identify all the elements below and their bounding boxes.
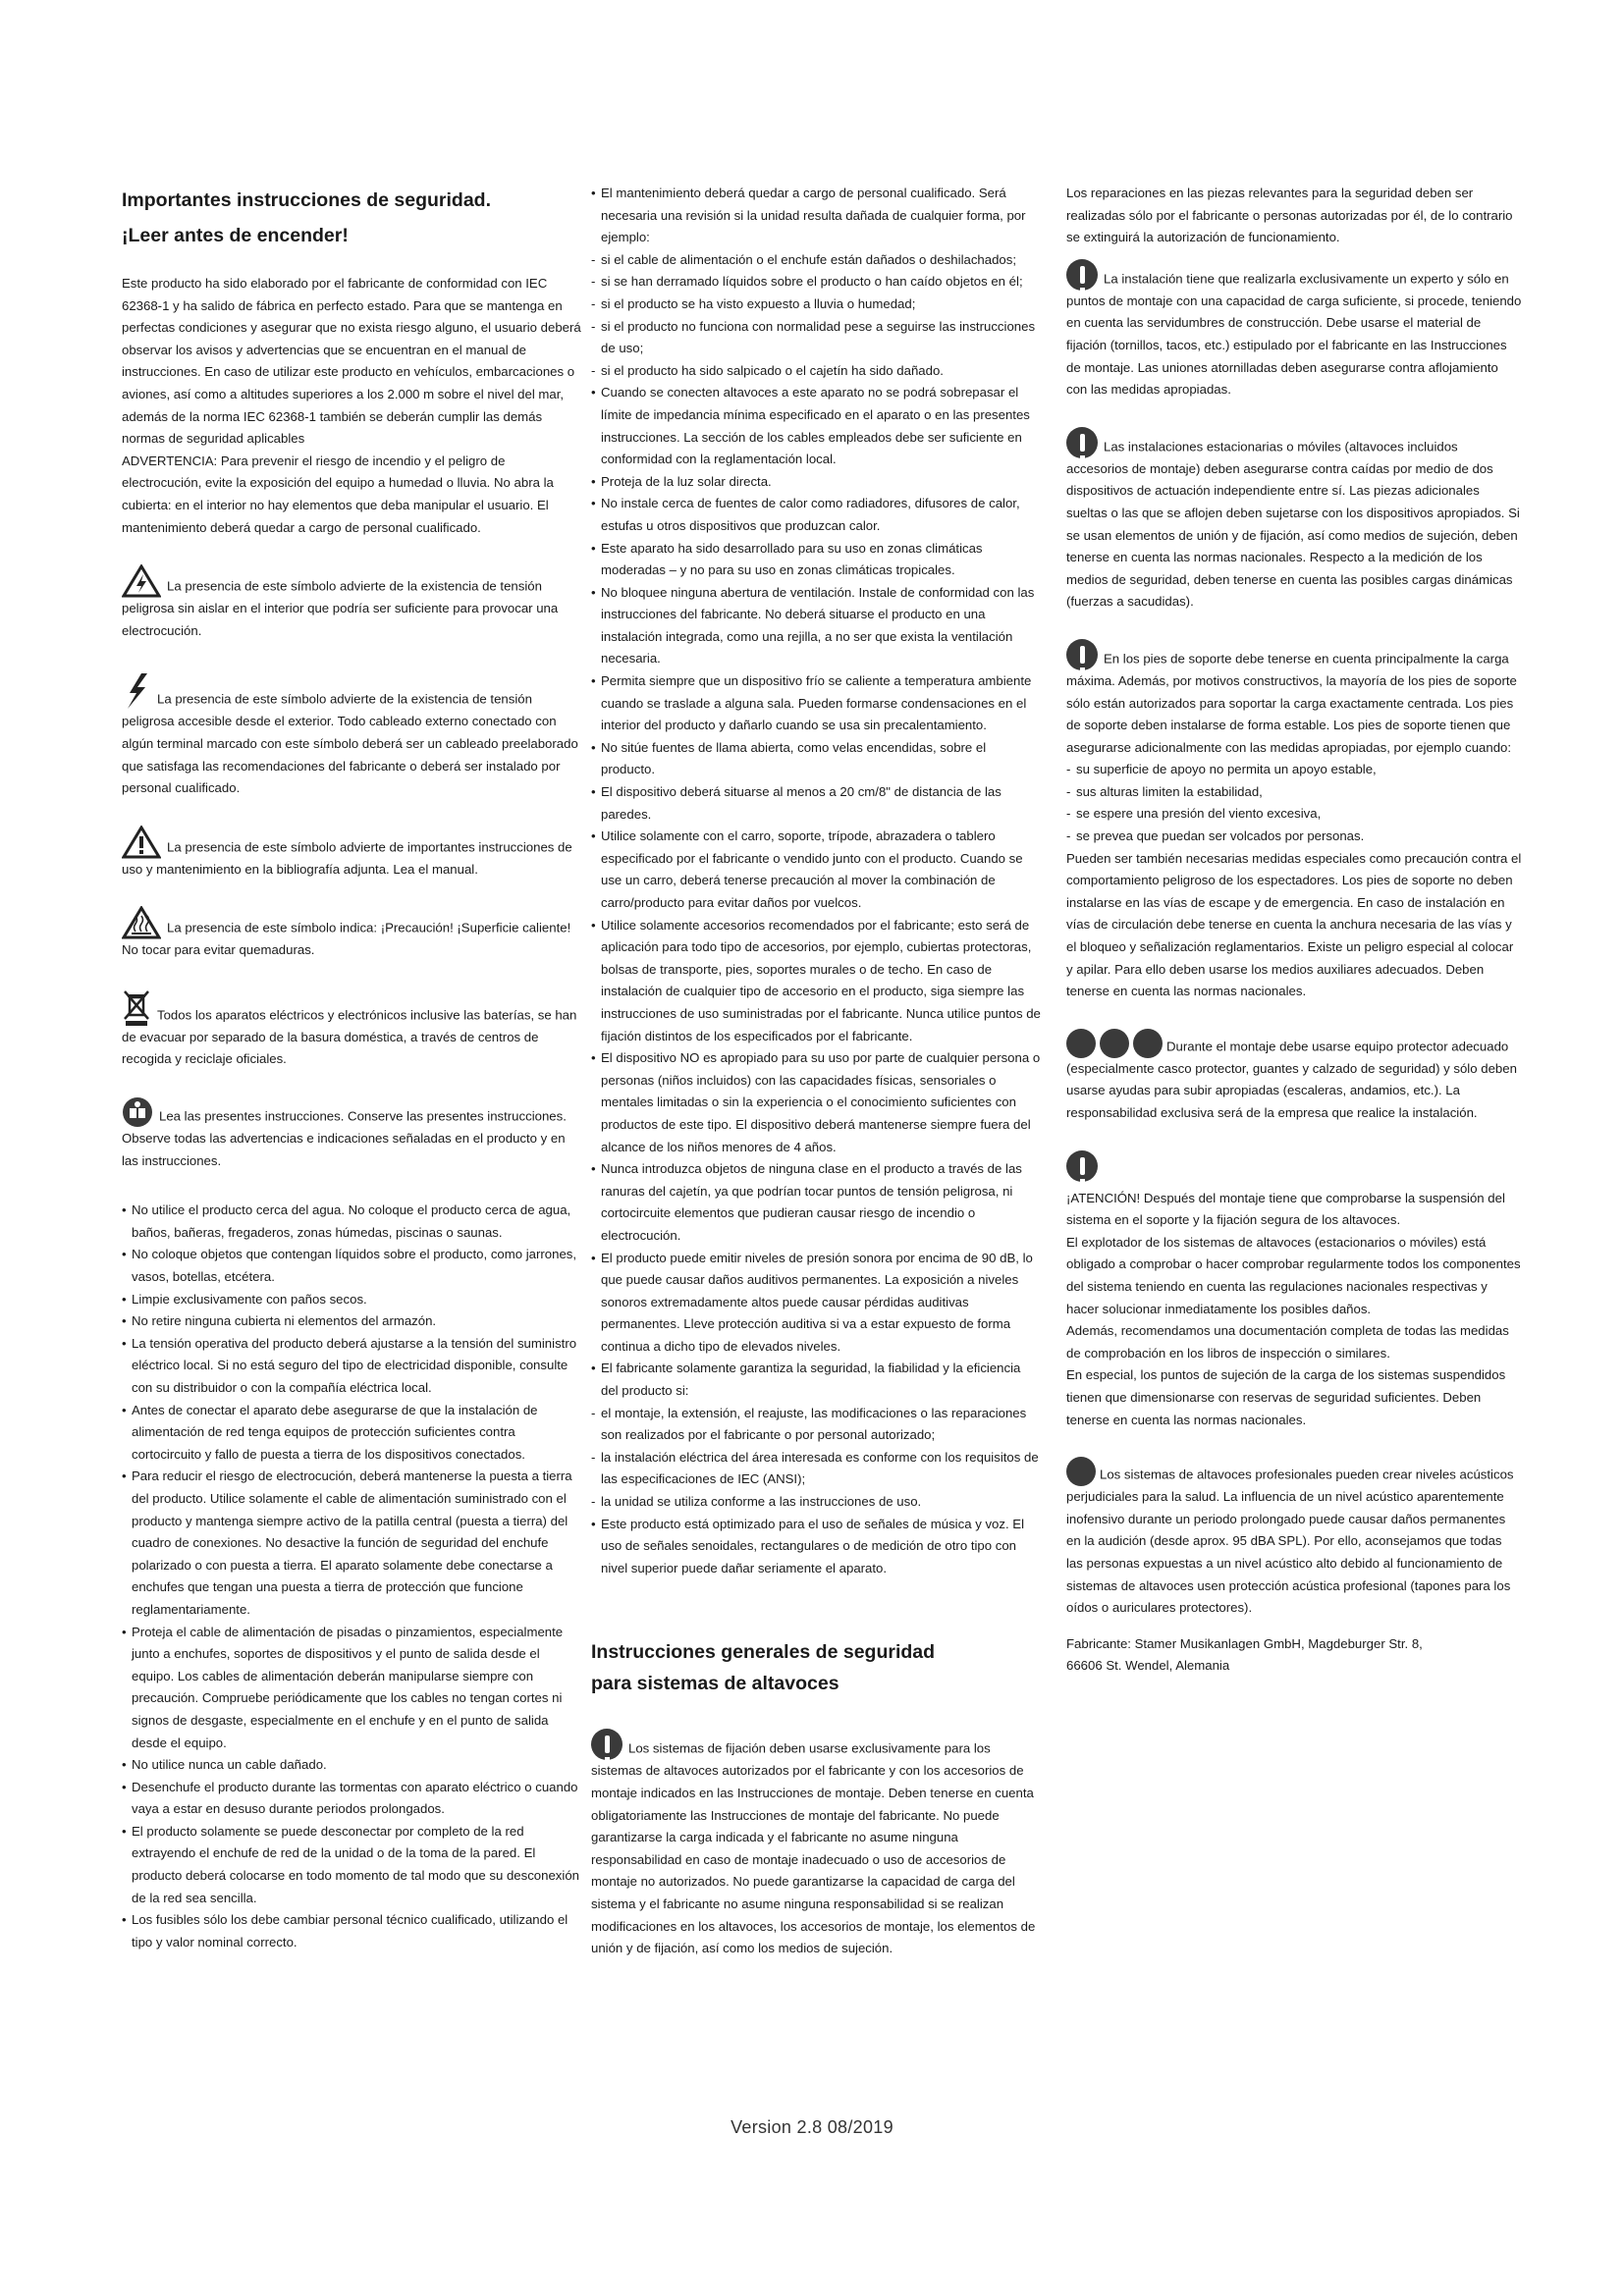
manufacturer-line-1: Fabricante: Stamer Musikanlagen GmbH, Magdeburger Str. 8, [1066, 1635, 1423, 1651]
list-item: • No bloquee ninguna abertura de ventilación. Instale de conformidad con las instrucciones del fabricante. No deberá situarse el producto en una instalación integrada, como una rejilla, a no ser que exista la ventilación necesaria. [591, 582, 1041, 670]
documentation-paragraph: Además, recomendamos una documentación completa de todas las medidas de comprobación en los libros de inspección o similares. [1066, 1323, 1509, 1361]
list-item: • No utilice el producto cerca del agua. No coloque el producto cerca de agua, baños, bañeras, fregaderos, zonas húmedas, piscinas o saunas. [122, 1200, 583, 1244]
hearing-text: Los sistemas de altavoces profesionales pueden crear niveles acústicos perjudiciales para la salud. La influencia de un nivel acústico aparentemente inofensivo durante un periodo prolongado puede causar daños permanentes en la audición (desde aprox. 95 dBA SPL). Por ello, aconsejamos que todas las personas expuestas a un nivel acústico alto debido al funcionamiento de sistemas de altavoces usen protección acústica profesional (tapones para los oídos o auriculares protectores). [1066, 1467, 1514, 1616]
warning-paragraph: ADVERTENCIA: Para prevenir el riesgo de incendio y el peligro de electrocución, evite la exposición del equipo a humedad o lluvia. No abra la cubierta: en el interior no hay elementos que deba manipular el usuario. El mantenimiento deberá quedar a cargo de personal cualificado. [122, 453, 554, 535]
sub-list-item: - si el producto se ha visto expuesto a lluvia o humedad; [591, 294, 1041, 316]
list-item: • Desenchufe el producto durante las tormentas con aparato eléctrico o cuando vaya a estar en desuso durante periodos prolongados. [122, 1777, 583, 1821]
page-title [122, 183, 583, 253]
manufacturer-line-2: 66606 St. Wendel, Alemania [1066, 1658, 1230, 1674]
hearing-block [1066, 1457, 1522, 1620]
warning-circle-icon [1066, 1150, 1098, 1182]
warning-circle-icon [591, 1729, 623, 1760]
list-item: • El mantenimiento deberá quedar a cargo de personal cualificado. Será necesaria una revisión si la unidad resulta dañada de cualquier forma, por ejemplo: [591, 183, 1041, 249]
attention-symbol-block [122, 826, 583, 881]
attention-paragraph: ¡ATENCIÓN! Después del montaje tiene que comprobarse la suspensión del sistema en el soporte y la fijación segura de los altavoces. [1066, 1190, 1505, 1228]
repairs-paragraph: Los reparaciones en las piezas relevantes para la seguridad deben ser realizadas sólo por el fabricante o personas autorizadas por él, de lo contrario se extinguirá la autorización de funcionamiento. [1066, 186, 1513, 245]
gloves-icon [1133, 1029, 1163, 1058]
maintenance-list [591, 183, 1041, 1579]
list-item: • Proteja de la luz solar directa. [591, 471, 1041, 494]
list-item: • Este aparato ha sido desarrollado para su uso en zonas climáticas moderadas – y no para su uso en zonas climáticas tropicales. [591, 538, 1041, 582]
stands-text: En los pies de soporte debe tenerse en cuenta principalmente la carga máxima. Además, por motivos constructivos, la mayoría de los pies de soporte sólo están autorizados para soportar la carga exactamente centrada. Los pies de soporte deben instalarse de forma estable. Los pies de soporte tienen que asegurarse adicionalmente con las medidas apropiadas, por ejemplo cuando: [1066, 651, 1517, 755]
sub-list-item: - se prevea que puedan ser volcados por personas. [1066, 826, 1522, 848]
list-item: • No utilice nunca un cable dañado. [122, 1754, 583, 1777]
column-left [122, 183, 583, 1953]
ppe-block [1066, 1029, 1522, 1125]
operator-paragraph: El explotador de los sistemas de altavoces (estacionarios o móviles) está obligado a comprobar o hacer comprobar regularmente todos los componentes del sistema teniendo en cuenta las regulaciones nacionales respectivas y hacer solucionar inmediatamente los posibles daños. [1066, 1234, 1521, 1316]
lightning-bolt-icon [122, 671, 151, 711]
sub-list-item: - si el producto ha sido salpicado o el cajetín ha sido dañado. [591, 360, 1041, 383]
attention-symbol-text: La presencia de este símbolo advierte de importantes instrucciones de uso y mantenimiento en la bibliografía adjunta. Lea el manual. [122, 839, 572, 877]
sub-list-item: - la unidad se utiliza conforme a las instrucciones de uso. [591, 1491, 1041, 1514]
manufacturer-address [1066, 1633, 1522, 1678]
fixing-systems-text: Los sistemas de fijación deben usarse exclusivamente para los sistemas de altavoces autorizados por el fabricante y con los accesorios de montaje indicados en las Instrucciones de montaje. Deben tenerse en cuenta obligatoriamente las Instrucciones de montaje del fabricante. No puede garantizarse la carga indicada y el fabricante no asume ninguna responsabilidad en caso de montaje inadecuado o uso de accesorios de montaje no autorizados. No puede garantizarse la capacidad de carga del sistema y el fabricante no asume ninguna responsabilidad si se realizan modificaciones en los altavoces, los accesorios de montaje, los elementos de unión y de fijación, así como los medios de sujeción. [591, 1740, 1036, 1956]
title-line-1: Importantes instrucciones de seguridad. [122, 189, 492, 211]
hot-surface-icon [122, 906, 161, 939]
voltage-symbol-text: La presencia de este símbolo advierte de la existencia de tensión peligrosa sin aislar en el interior que podría ser suficiente para provocar una electrocución. [122, 578, 559, 638]
list-item: • Nunca introduzca objetos de ninguna clase en el producto a través de las ranuras del cajetín, ya que podrían tocar puntos de tensión peligrosa, ni cortocircuite elementos que pudieran causar riesgo de incendio o electrocución. [591, 1158, 1041, 1247]
sub-list-item: - si el producto no funciona con normalidad pese a seguirse las instrucciones de uso; [591, 316, 1041, 360]
list-item: • No retire ninguna cubierta ni elementos del armazón. [122, 1310, 583, 1333]
warning-circle-icon [1066, 639, 1098, 670]
list-item: • El dispositivo NO es apropiado para su uso por parte de cualquier persona o personas (niños incluidos) con las capacidades físicas, sensoriales o mentales limitadas o sin la experiencia o el conocimiento suficientes con productos de este tipo. El dispositivo deberá mantenerse siempre fuera del alcance de los niños menores de 4 años. [591, 1047, 1041, 1158]
safety-boots-icon [1100, 1029, 1129, 1058]
read-manual-icon [122, 1096, 153, 1128]
crossed-bin-icon [122, 988, 151, 1027]
stationary-block [1066, 427, 1522, 614]
section-heading [591, 1636, 1041, 1699]
sub-list-item: - si el cable de alimentación o el enchufe están dañados o deshilachados; [591, 249, 1041, 272]
exclamation-triangle-icon [122, 826, 161, 859]
list-item: • No coloque objetos que contengan líquidos sobre el producto, como jarrones, vasos, botellas, etcétera. [122, 1244, 583, 1288]
fixing-systems-block [591, 1729, 1041, 1959]
voltage-symbol-block [122, 564, 583, 642]
list-item: • Para reducir el riesgo de electrocución, deberá mantenerse la puesta a tierra del producto. Utilice solamente el cable de alimentación suministrado con el producto y mantenga siempre activo de la patilla central (puesta a tierra) del cuadro de conexiones. No desactive la función de seguridad del enchufe polarizado o con puesta a tierra. El aparato solamente debe conectarse a enchufes que tengan una puesta a tierra de protección que funcione reglamentariamente. [122, 1466, 583, 1621]
sub-list-item: - el montaje, la extensión, el reajuste, las modificaciones o las reparaciones son realizados por el fabricante o por personal autorizado; [591, 1403, 1041, 1447]
attention-icon-row [1066, 1150, 1522, 1182]
hot-surface-symbol-block [122, 906, 583, 962]
list-item: • El producto puede emitir niveles de presión sonora por encima de 90 dB, lo que puede causar daños auditivos permanentes. La exposición a niveles sonoros extremadamente altos puede causar pérdidas auditivas permanentes. Lleve protección auditiva si va a estar expuesto de forma continua a dicho tipo de elevados niveles. [591, 1248, 1041, 1359]
weee-symbol-text: Todos los aparatos eléctricos y electrónicos inclusive las baterías, se han de evacuar por separado de la basura doméstica, a través de centros de recogida y reciclaje oficiales. [122, 1007, 577, 1067]
intro-paragraph: Este producto ha sido elaborado por el fabricante de conformidad con IEC 62368-1 y ha salido de fábrica en perfecto estado. Para que se mantenga en perfectas condiciones y asegurar que no exista riesgo alguno, el usuario deberá observar los avisos y advertencias que se encuentran en el manual de instrucciones. En caso de utilizar este producto en vehículos, embarcaciones o aviones, así como a altitudes superiores a los 2.000 m sobre el nivel del mar, además de la norma IEC 62368-1 también se deberán cumplir las demás normas de seguridad aplicables [122, 276, 581, 447]
hot-surface-symbol-text: La presencia de este símbolo indica: ¡Precaución! ¡Superficie caliente! No tocar para evitar quemaduras. [122, 920, 571, 958]
helmet-icon [1066, 1029, 1096, 1058]
sub-list-item: - su superficie de apoyo no permita un apoyo estable, [1066, 759, 1522, 781]
bolt-symbol-text: La presencia de este símbolo advierte de la existencia de tensión peligrosa accesible desde el exterior. Todo cableado externo conectado con algún terminal marcado con este símbolo deberá ser un cableado preelaborado que satisfaga las recomendaciones del fabricante o deberá ser instalado por personal cualificado. [122, 691, 578, 796]
stationary-text: Las instalaciones estacionarias o móviles (altavoces incluidos accesorios de montaje) deben asegurarse contra caídas por medio de dos dispositivos de actuación independiente entre sí. Las piezas adicionales sueltas o las que se aflojen deben sujetarse con los dispositivos apropiados. Si se usan elementos de unión y de fijación, así como medios de sujeción, deben tenerse en cuenta las normas nacionales. Respecto a la medición de los medios de seguridad, deben tenerse en cuenta las posibles cargas dinámicas (fuerzas a sacudidas). [1066, 439, 1520, 610]
stands-block [1066, 639, 1522, 759]
list-item: • Limpie exclusivamente con paños secos. [122, 1289, 583, 1311]
list-item: • No instale cerca de fuentes de calor como radiadores, difusores de calor, estufas u otros dispositivos que produzcan calor. [591, 493, 1041, 537]
column-right [1066, 183, 1522, 1678]
bolt-symbol-block [122, 671, 583, 799]
version-footer: Version 2.8 08/2019 [731, 2117, 893, 2137]
general-bullet-list [122, 1200, 583, 1953]
list-item: • Proteja el cable de alimentación de pisadas o pinzamientos, especialmente junto a enchufes, soportes de dispositivos y el punto de salida desde el equipo. Los cables de alimentación deberán manipularse siempre con precaución. Compruebe periódicamente que los cables no tengan cortes ni signos de desgaste, especialmente en el enchufe y en el punto de salida desde el equipo. [122, 1622, 583, 1755]
sub-list-item: - sus alturas limiten la estabilidad, [1066, 781, 1522, 804]
warning-circle-icon [1066, 427, 1098, 458]
list-item: • Antes de conectar el aparato debe asegurarse de que la instalación de alimentación de red tenga equipos de protección suficientes contra cortocircuito y fallo de puesta a tierra de los dispositivos conectados. [122, 1400, 583, 1467]
installation-block [1066, 259, 1522, 401]
list-item: • No sitúe fuentes de llama abierta, como velas encendidas, sobre el producto. [591, 737, 1041, 781]
list-item: • El producto solamente se puede desconectar por completo de la red extrayendo el enchufe de red de la unidad o de la toma de la pared. El producto deberá colocarse en todo momento de tal modo que su desconexión de la red sea sencilla. [122, 1821, 583, 1909]
list-item: • Permita siempre que un dispositivo frío se caliente a temperatura ambiente cuando se traslade a alguna sala. Pueden formarse condensaciones en el interior del producto y dañarlo cuando se usa sin precalentamiento. [591, 670, 1041, 737]
list-item: • Cuando se conecten altavoces a este aparato no se podrá sobrepasar el límite de impedancia mínima especificado en el aparato o en las presentes instrucciones. La sección de los cables empleados debe ser suficiente en conformidad con la reglamentación local. [591, 382, 1041, 470]
list-item: • Este producto está optimizado para el uso de señales de música y voz. El uso de señales senoidales, rectangulares o de medición de otro tipo con nivel superior puede dañar seriamente el aparato. [591, 1514, 1041, 1580]
read-manual-symbol-block [122, 1096, 583, 1172]
weee-symbol-block [122, 988, 583, 1071]
installation-text: La instalación tiene que realizarla exclusivamente un experto y sólo en puntos de montaje con una capacidad de carga suficiente, si procede, teniendo en cuenta las servidumbres de construcción. Debe usarse el material de fijación (tornillos, tacos, etc.) estipulado por el fabricante en las Instrucciones de montaje. Las uniones atornilladas deben asegurarse contra aflojamiento con las medidas apropiadas. [1066, 271, 1522, 398]
warning-circle-icon [1066, 259, 1098, 291]
list-item: • Los fusibles sólo los debe cambiar personal técnico cualificado, utilizando el tipo y valor nominal correcto. [122, 1909, 583, 1953]
ear-protection-icon [1066, 1457, 1096, 1486]
read-manual-symbol-text: Lea las presentes instrucciones. Conserve las presentes instrucciones. Observe todas las advertencias e indicaciones señaladas en el producto y en las instrucciones. [122, 1108, 567, 1168]
list-item: • El dispositivo deberá situarse al menos a 20 cm/8" de distancia de las paredes. [591, 781, 1041, 826]
sub-list-item: - si se han derramado líquidos sobre el producto o han caído objetos en él; [591, 271, 1041, 294]
column-middle [591, 183, 1041, 1960]
sub-list-item: - se espere una presión del viento excesiva, [1066, 803, 1522, 826]
suspension-paragraph: En especial, los puntos de sujeción de la carga de los sistemas suspendidos tienen que dimensionarse con reservas de seguridad suficientes. Deben tenerse en cuenta las normas nacionales. [1066, 1367, 1506, 1427]
list-item: • Utilice solamente con el carro, soporte, trípode, abrazadera o tablero especificado por el fabricante o vendido junto con el producto. Cuando se use un carro, deberá tenerse precaución al mover la combinación de carro/producto para evitar daños por vuelcos. [591, 826, 1041, 914]
section-heading-line-2: para sistemas de altavoces [591, 1673, 839, 1695]
title-line-2: ¡Leer antes de encender! [122, 225, 349, 246]
stands-list [1066, 759, 1522, 847]
high-voltage-triangle-icon [122, 564, 161, 598]
sub-list-item: - la instalación eléctrica del área interesada es conforme con los requisitos de las especificaciones de IEC (ANSI); [591, 1447, 1041, 1491]
stands-extra-paragraph: Pueden ser también necesarias medidas especiales como precaución contra el comportamiento peligroso de los espectadores. Los pies de soporte no deben instalarse en las vías de escape y de emergencia. En caso de instalación en vías de circulación debe tenerse en cuenta la anchura necesaria de las vías y el bloqueo y señalización reglamentarios. Existe un peligro especial al colocar y apilar. Para ello deben usarse los medios auxiliares adecuados. Deben tenerse en cuenta las normas nacionales. [1066, 850, 1522, 999]
list-item: • La tensión operativa del producto deberá ajustarse a la tensión del suministro eléctrico local. Si no está seguro del tipo de electricidad disponible, consulte con su distribuidor o con la compañía eléctrica local. [122, 1333, 583, 1400]
section-heading-line-1: Instrucciones generales de seguridad [591, 1641, 936, 1664]
list-item: • El fabricante solamente garantiza la seguridad, la fiabilidad y la eficiencia del producto si: [591, 1358, 1041, 1402]
ppe-text: Durante el montaje debe usarse equipo protector adecuado (especialmente casco protector, guantes y calzado de seguridad) y sólo deben usarse ayudas para subir apropiadas (escaleras, andamios, etc.). La responsabilidad exclusiva será de la empresa que realice la instalación. [1066, 1039, 1517, 1120]
list-item: • Utilice solamente accesorios recomendados por el fabricante; esto será de aplicación para todo tipo de accesorios, por ejemplo, cubiertas protectoras, bolsas de transporte, pies, soportes murales o de techo. En caso de instalación de cualquier tipo de accesorio en el producto, siga siempre las instrucciones de uso suministradas por el fabricante. Nunca utilice puntos de fijación distintos de los especificados por el fabricante. [591, 915, 1041, 1048]
